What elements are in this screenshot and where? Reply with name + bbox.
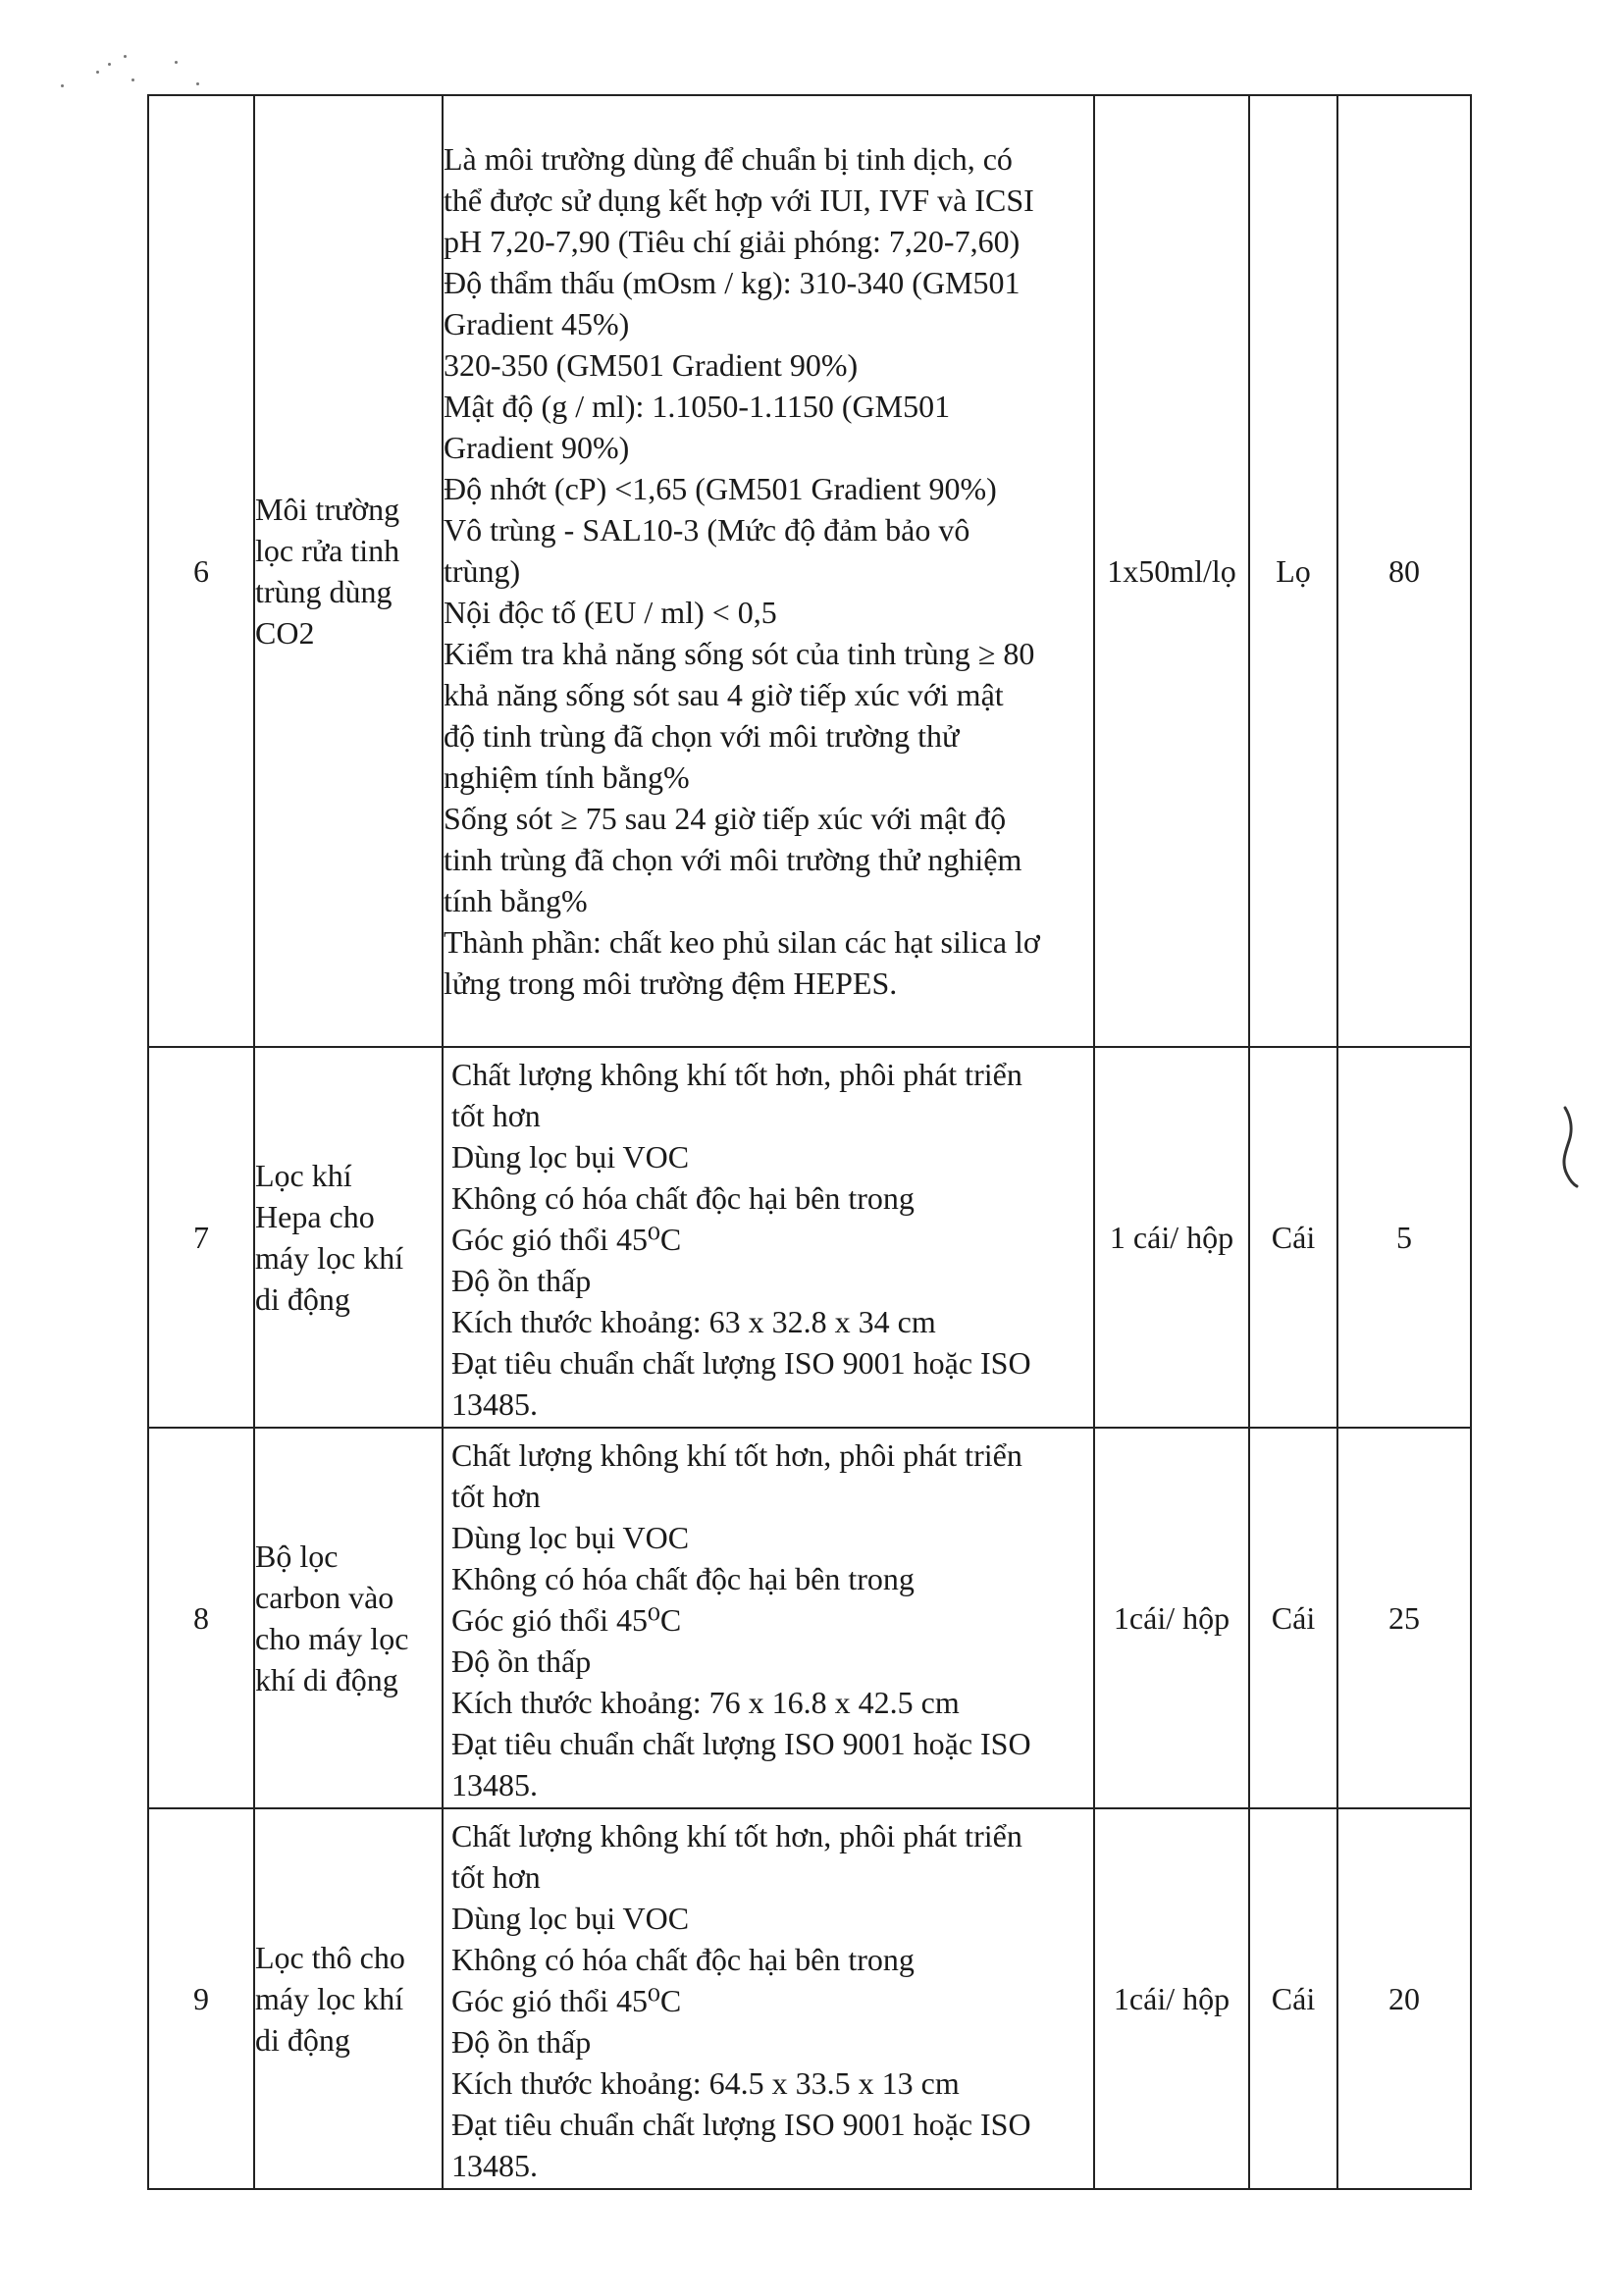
name-line: cho máy lọc (255, 1621, 409, 1656)
spec-line: Gradient 45%) (444, 306, 630, 341)
spec-line: Chất lượng không khí tốt hơn, phôi phát triển (451, 1057, 1022, 1092)
name-line: Môi trường (255, 492, 400, 527)
spec-line: Độ thẩm thấu (mOsm / kg): 310-340 (GM501 (444, 265, 1021, 300)
spec-line: Dùng lọc bụi VOC (451, 1139, 690, 1174)
qty-text: 80 (1388, 553, 1420, 589)
scan-speck (175, 61, 178, 64)
spec-line: Chất lượng không khí tốt hơn, phôi phát triển (451, 1818, 1022, 1853)
specification-cell (443, 95, 1094, 1047)
quantity-cell (1337, 1808, 1471, 2189)
table-row (148, 1808, 1471, 2189)
spec-line: Sống sót ≥ 75 sau 24 giờ tiếp xúc với mật độ (444, 801, 1007, 836)
quantity-cell (1337, 1428, 1471, 1808)
pack-text: 1 cái/ hộp (1109, 1220, 1234, 1255)
spec-line: Kích thước khoảng: 63 x 32.8 x 34 cm (451, 1304, 936, 1339)
pack-text: 1x50ml/lọ (1107, 553, 1236, 589)
scan-speck (124, 55, 127, 58)
spec-line: Độ nhớt (cP) <1,65 (GM501 Gradient 90%) (444, 471, 997, 506)
spec-line: Kích thước khoảng: 64.5 x 33.5 x 13 cm (451, 2065, 960, 2101)
spec-line: tốt hơn (451, 1859, 541, 1895)
spec-line: Gradient 90%) (444, 430, 630, 465)
spec-line: Là môi trường dùng để chuẩn bị tinh dịch, có (444, 141, 1013, 177)
spec-line: Góc gió thổi 45⁰C (451, 1602, 682, 1638)
table-row (148, 1047, 1471, 1428)
scan-speck (196, 82, 199, 85)
spec-line: Độ ồn thấp (451, 2024, 592, 2060)
spec-line: Dùng lọc bụi VOC (451, 1901, 690, 1936)
specification-cell (443, 1428, 1094, 1808)
qty-text: 5 (1396, 1220, 1412, 1255)
name-line: Bộ lọc (255, 1539, 339, 1574)
spec-table (147, 94, 1472, 2190)
unit-text: Cái (1271, 1220, 1316, 1255)
unit-text: Cái (1271, 1981, 1316, 2016)
spec-line: 13485. (451, 2148, 538, 2183)
table-body (148, 95, 1471, 2189)
spec-line: Góc gió thổi 45⁰C (451, 1222, 682, 1257)
name-line: khí di động (255, 1662, 398, 1697)
spec-line: pH 7,20-7,90 (Tiêu chí giải phóng: 7,20-7,60) (444, 224, 1021, 259)
qty-text: 25 (1388, 1600, 1420, 1636)
name-line: carbon vào (255, 1580, 394, 1615)
scan-speck (131, 78, 134, 81)
spec-line: Đạt tiêu chuẩn chất lượng ISO 9001 hoặc ISO (451, 1726, 1031, 1761)
scan-speck (61, 84, 64, 87)
packaging-cell (1094, 1428, 1249, 1808)
spec-line: 13485. (451, 1767, 538, 1802)
spec-line: tốt hơn (451, 1098, 541, 1133)
qty-text: 20 (1388, 1981, 1420, 2016)
packaging-cell (1094, 95, 1249, 1047)
row-number-cell (148, 1428, 254, 1808)
name-line: CO2 (255, 615, 315, 651)
spec-line: khả năng sống sót sau 4 giờ tiếp xúc với mật (444, 677, 1004, 712)
name-line: Hepa cho (255, 1199, 375, 1234)
packaging-cell (1094, 1808, 1249, 2189)
name-line: trùng dùng (255, 574, 393, 609)
item-name-cell (254, 95, 443, 1047)
name-line: Lọc thô cho (255, 1940, 405, 1975)
name-line: máy lọc khí (255, 1240, 404, 1276)
packaging-cell (1094, 1047, 1249, 1428)
table-row (148, 95, 1471, 1047)
spec-line: 320-350 (GM501 Gradient 90%) (444, 347, 859, 383)
item-name-cell (254, 1047, 443, 1428)
spec-line: lửng trong môi trường đệm HEPES. (444, 965, 898, 1001)
spec-line: Góc gió thổi 45⁰C (451, 1983, 682, 2018)
spec-line: Đạt tiêu chuẩn chất lượng ISO 9001 hoặc ISO (451, 1345, 1031, 1381)
spec-line: Chất lượng không khí tốt hơn, phôi phát triển (451, 1437, 1022, 1473)
spec-line: Độ ồn thấp (451, 1263, 592, 1298)
spec-line: nghiệm tính bằng% (444, 759, 690, 795)
spec-line: Độ ồn thấp (451, 1644, 592, 1679)
unit-text: Cái (1271, 1600, 1316, 1636)
row-number-cell (148, 1808, 254, 2189)
spec-line: tính bằng% (444, 883, 588, 918)
row-number-cell (148, 1047, 254, 1428)
quantity-cell (1337, 1047, 1471, 1428)
spec-line: độ tinh trùng đã chọn với môi trường thử (444, 718, 960, 754)
spec-line: Kích thước khoảng: 76 x 16.8 x 42.5 cm (451, 1685, 960, 1720)
unit-cell (1249, 95, 1337, 1047)
stt-text: 6 (193, 553, 209, 589)
unit-cell (1249, 1428, 1337, 1808)
spec-line: Vô trùng - SAL10-3 (Mức độ đảm bảo vô (444, 512, 970, 548)
unit-cell (1249, 1808, 1337, 2189)
handwritten-margin-mark (1553, 1104, 1583, 1192)
scan-speck (96, 71, 99, 74)
spec-line: Thành phần: chất keo phủ silan các hạt silica lơ (444, 924, 1040, 960)
spec-line: trùng) (444, 553, 521, 589)
pack-text: 1cái/ hộp (1113, 1600, 1230, 1636)
name-line: lọc rửa tinh (255, 533, 400, 568)
table-row (148, 1428, 1471, 1808)
specification-cell (443, 1047, 1094, 1428)
name-line: Lọc khí (255, 1158, 352, 1193)
spec-line: Không có hóa chất độc hại bên trong (451, 1942, 915, 1977)
stt-text: 8 (193, 1600, 209, 1636)
spec-line: Không có hóa chất độc hại bên trong (451, 1180, 915, 1216)
item-name-cell (254, 1428, 443, 1808)
scan-speck (108, 63, 111, 66)
spec-line: tốt hơn (451, 1479, 541, 1514)
stt-text: 7 (193, 1220, 209, 1255)
spec-line: Mật độ (g / ml): 1.1050-1.1150 (GM501 (444, 389, 951, 424)
pack-text: 1cái/ hộp (1113, 1981, 1230, 2016)
item-name-cell (254, 1808, 443, 2189)
spec-line: tinh trùng đã chọn với môi trường thử nghiệm (444, 842, 1022, 877)
stt-text: 9 (193, 1981, 209, 2016)
unit-text: Lọ (1276, 553, 1311, 589)
spec-line: Nội độc tố (EU / ml) < 0,5 (444, 595, 777, 630)
spec-line: Dùng lọc bụi VOC (451, 1520, 690, 1555)
spec-line: Đạt tiêu chuẩn chất lượng ISO 9001 hoặc ISO (451, 2107, 1031, 2142)
quantity-cell (1337, 95, 1471, 1047)
specification-cell (443, 1808, 1094, 2189)
spec-line: 13485. (451, 1386, 538, 1422)
spec-line: thể được sử dụng kết hợp với IUI, IVF và ICSI (444, 183, 1034, 218)
name-line: di động (255, 1281, 350, 1317)
name-line: máy lọc khí (255, 1981, 404, 2016)
spec-line: Kiểm tra khả năng sống sót của tinh trùng ≥ 80 (444, 636, 1035, 671)
unit-cell (1249, 1047, 1337, 1428)
spec-line: Không có hóa chất độc hại bên trong (451, 1561, 915, 1596)
row-number-cell (148, 95, 254, 1047)
name-line: di động (255, 2022, 350, 2058)
